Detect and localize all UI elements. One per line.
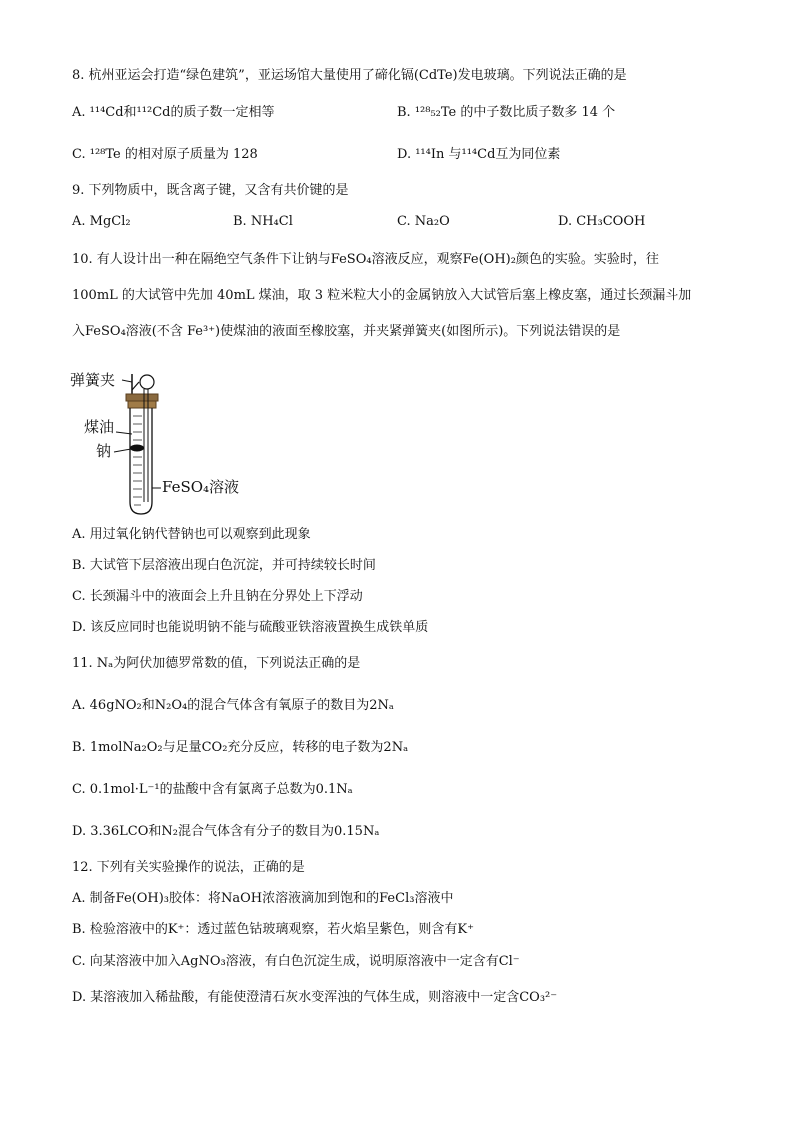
clamp-label: 弹簧夹 xyxy=(70,371,116,389)
q9-option-a: A. MgCl₂ xyxy=(72,214,131,229)
q10-stem-line1: 10. 有人设计出一种在隔绝空气条件下让钠与FeSO₄溶液反应，观察Fe(OH)₂颜色的实验。实验时，往 xyxy=(72,252,659,267)
q9-option-d: D. CH₃COOH xyxy=(558,214,646,229)
q11-option-c: C. 0.1mol·L⁻¹的盐酸中含有氯离子总数为0.1Nₐ xyxy=(72,782,353,797)
q12-option-a: A. 制备Fe(OH)₃胶体：将NaOH浓溶液滴加到饱和的FeCl₃溶液中 xyxy=(72,891,454,906)
q10-option-d: D. 该反应同时也能说明钠不能与硫酸亚铁溶液置换生成铁单质 xyxy=(72,620,429,635)
q10-option-c: C. 长颈漏斗中的液面会上升且钠在分界处上下浮动 xyxy=(72,589,363,604)
q10-stem-line3: 入FeSO₄溶液(不含 Fe³⁺)使煤油的液面至橡胶塞，并夹紧弹簧夹(如图所示)。下列说法错误的是 xyxy=(72,324,621,339)
q8-option-b: B. ¹²⁸₅₂Te 的中子数比质子数多 14 个 xyxy=(397,105,616,120)
q11-stem: 11. Nₐ为阿伏加德罗常数的值，下列说法正确的是 xyxy=(72,656,361,671)
q12-option-d: D. 某溶液加入稀盐酸，有能使澄清石灰水变浑浊的气体生成，则溶液中一定含CO₃²⁻ xyxy=(72,990,558,1005)
q9-option-b: B. NH₄Cl xyxy=(233,214,293,229)
q9-stem: 9. 下列物质中，既含离子键，又含有共价键的是 xyxy=(72,183,349,198)
q12-option-c: C. 向某溶液中加入AgNO₃溶液，有白色沉淀生成，说明原溶液中一定含有Cl⁻ xyxy=(72,954,520,969)
rubber-stopper xyxy=(126,394,158,401)
q11-option-b: B. 1molNa₂O₂与足量CO₂充分反应，转移的电子数为2Nₐ xyxy=(72,740,409,755)
q8-stem: 8. 杭州亚运会打造“绿色建筑”，亚运场馆大量使用了碲化镉(CdTe)发电玻璃。下列说法正确的是 xyxy=(72,68,627,83)
q8-option-a: A. ¹¹⁴Cd和¹¹²Cd的质子数一定相等 xyxy=(72,105,275,120)
q8-option-d: D. ¹¹⁴In 与¹¹⁴Cd互为同位素 xyxy=(397,147,561,162)
q10-stem-line2: 100mL 的大试管中先加 40mL 煤油，取 3 粒米粒大小的金属钠放入大试管后塞上橡皮塞，通过长颈漏斗加 xyxy=(72,288,692,303)
q10-option-b: B. 大试管下层溶液出现白色沉淀，并可持续较长时间 xyxy=(72,558,376,573)
sodium-piece xyxy=(130,445,144,452)
q11-option-a: A. 46gNO₂和N₂O₄的混合气体含有氧原子的数目为2Nₐ xyxy=(72,698,394,713)
q8-option-c: C. ¹²⁸Te 的相对原子质量为 128 xyxy=(72,147,258,162)
q9-option-c: C. Na₂O xyxy=(397,214,450,229)
apparatus-figure xyxy=(70,362,260,522)
q10-option-a: A. 用过氧化钠代替钠也可以观察到此现象 xyxy=(72,527,311,542)
q12-option-b: B. 检验溶液中的K⁺：透过蓝色钴玻璃观察，若火焰呈紫色，则含有K⁺ xyxy=(72,922,474,937)
q11-option-d: D. 3.36LCO和N₂混合气体含有分子的数目为0.15Nₐ xyxy=(72,824,380,839)
funnel-bulb xyxy=(140,375,154,389)
kerosene-label: 煤油 xyxy=(84,418,115,436)
solution-label: FeSO₄溶液 xyxy=(162,478,240,496)
sodium-label: 钠 xyxy=(96,442,112,460)
q12-stem: 12. 下列有关实验操作的说法，正确的是 xyxy=(72,860,305,875)
